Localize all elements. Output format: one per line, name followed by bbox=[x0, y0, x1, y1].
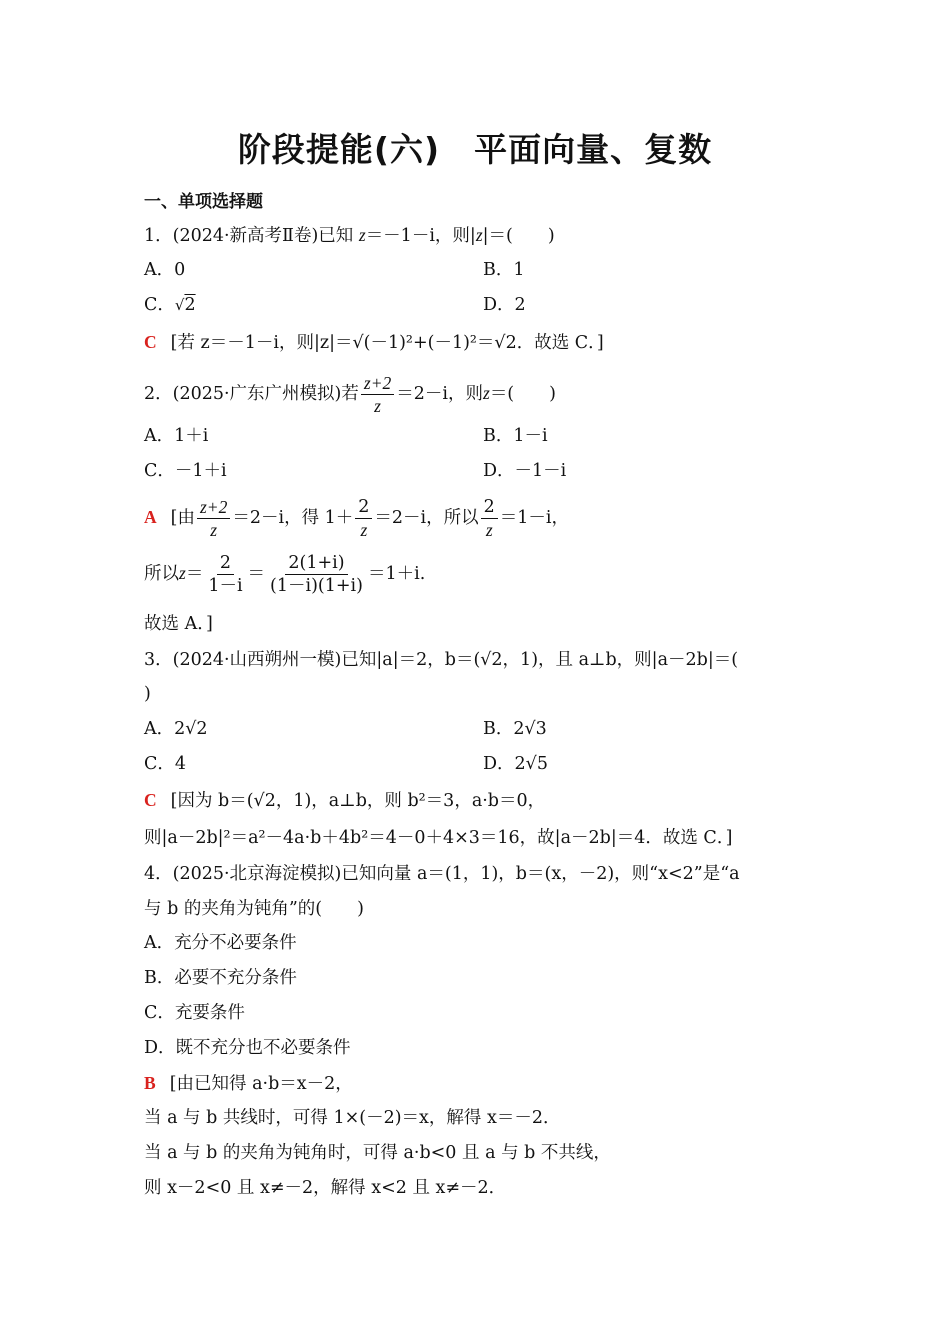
q4-option-d: D．既不充分也不必要条件 bbox=[144, 1038, 351, 1058]
q2-option-c: C．－1＋i bbox=[144, 461, 227, 481]
q1-stem: 1．(2024·新高考Ⅱ卷)已知 z＝－1－i，则|z|＝( ) bbox=[144, 225, 555, 246]
q3-option-a: A．2√2 bbox=[144, 719, 208, 739]
q4-option-c: C．充要条件 bbox=[144, 1003, 245, 1023]
page-title: 阶段提能(六) 平面向量、复数 bbox=[237, 130, 713, 169]
q1-option-c: C．√2 bbox=[144, 295, 196, 315]
q4-stem-line1: 4．(2025·北京海淀模拟)已知向量 a＝(1，1)，b＝(x，－2)，则“x<2”是“a bbox=[144, 864, 740, 884]
q4-solution-line2: 当 a 与 b 共线时，可得 1×(－2)＝x，解得 x＝－2． bbox=[144, 1108, 561, 1128]
q2-solution-line3: 故选 A．] bbox=[144, 614, 213, 634]
q4-solution-line1: B [由已知得 a·b＝x－2， bbox=[144, 1073, 353, 1094]
q2-solution-line2: 所以z＝ $\frac{2}{1-i}$ ＝ $\frac{2(1+i)}{(1-i)(1+i)}$ ＝1＋i. bbox=[144, 553, 426, 596]
q3-solution-line1: C [因为 b＝(√2，1)，a⊥b，则 b²＝3，a·b＝0， bbox=[144, 790, 546, 811]
q1-option-d: D．2 bbox=[483, 295, 526, 315]
q2-option-b: B．1－i bbox=[483, 426, 548, 446]
q3-stem-cont: ) bbox=[144, 684, 151, 704]
q1-solution: C [若 z＝－1－i，则|z|＝√(－1)²+(－1)²＝√2．故选 C．] bbox=[144, 332, 604, 353]
q4-stem-line2: 与 b 的夹角为钝角”的( ) bbox=[144, 899, 364, 919]
q2-stem: 2．(2025·广东广州模拟)若 $\frac{z+2}{z}$ ＝2－i，则z＝( ) bbox=[144, 373, 556, 416]
q3-answer: C bbox=[144, 790, 157, 810]
q1-option-a: A．0 bbox=[144, 260, 186, 280]
q2-answer: A bbox=[144, 507, 157, 527]
q4-option-b: B．必要不充分条件 bbox=[144, 968, 297, 988]
q2-option-d: D．－1－i bbox=[483, 461, 567, 481]
q4-solution-line4: 则 x－2<0 且 x≠－2，解得 x<2 且 x≠－2． bbox=[144, 1178, 507, 1198]
q4-answer: B bbox=[144, 1073, 156, 1093]
section-heading: 一、单项选择题 bbox=[144, 192, 263, 212]
q4-option-a: A．充分不必要条件 bbox=[144, 933, 297, 953]
q3-option-c: C．4 bbox=[144, 754, 187, 774]
q4-solution-line3: 当 a 与 b 的夹角为钝角时，可得 a·b<0 且 a 与 b 不共线， bbox=[144, 1143, 611, 1163]
q3-solution-line2: 则|a－2b|²＝a²－4a·b＋4b²＝4－0＋4×3＝16，故|a－2b|＝4．故选 C．] bbox=[144, 828, 733, 848]
q1-option-b: B．1 bbox=[483, 260, 525, 280]
q2-option-a: A．1＋i bbox=[144, 426, 209, 446]
q3-stem: 3．(2024·山西朔州一模)已知|a|＝2，b＝(√2，1)，且 a⊥b，则|a－2b|＝( bbox=[144, 650, 739, 670]
q1-answer: C bbox=[144, 332, 157, 352]
q2-solution-line1: A [由 $\frac{z+2}{z}$ ＝2－i，得 1＋ $\frac{2}{z}$ ＝2－i，所以 $\frac{2}{z}$ ＝1－i， bbox=[144, 497, 570, 540]
q3-option-b: B．2√3 bbox=[483, 719, 547, 739]
q3-option-d: D．2√5 bbox=[483, 754, 548, 774]
